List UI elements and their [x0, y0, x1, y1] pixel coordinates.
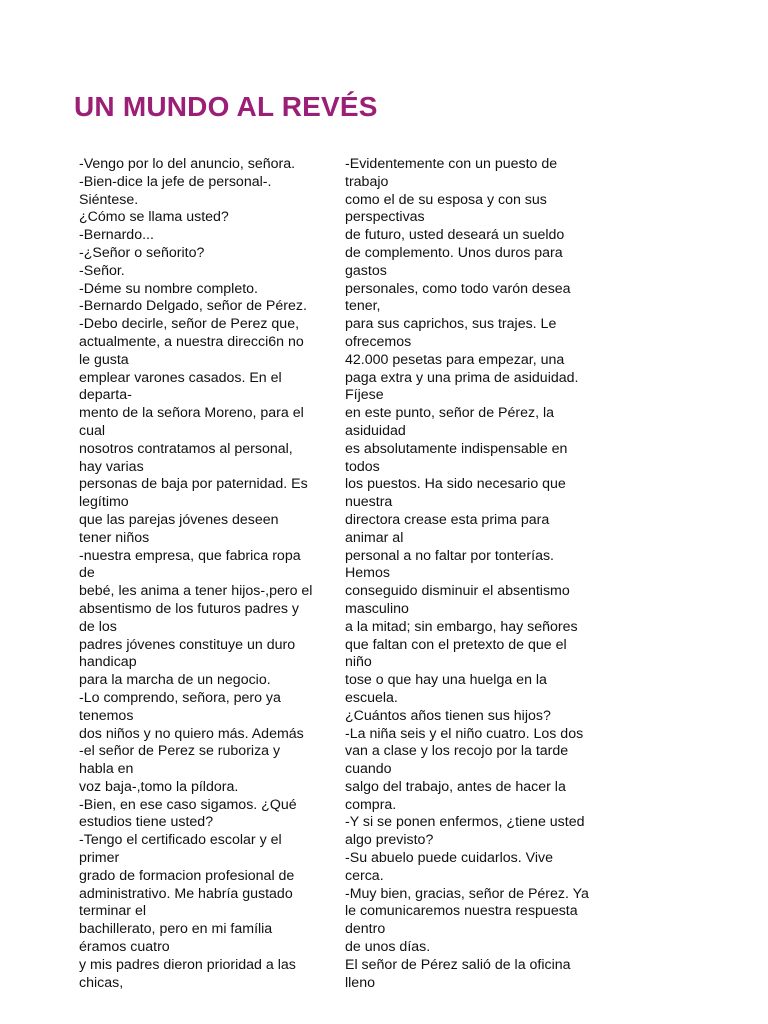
text-line: legítimo — [79, 494, 129, 511]
text-line: -Vengo por lo del anuncio, señora. — [79, 156, 296, 172]
text-line: de futuro, usted deseará un sueldo — [345, 227, 565, 244]
text-line: tener, — [345, 298, 381, 315]
text-line: hay varias — [79, 458, 144, 475]
text-line: primer — [79, 850, 120, 867]
text-line: personales, como todo varón desea — [345, 280, 571, 297]
text-line: para sus caprichos, sus trajes. Le — [345, 316, 557, 333]
text-line: habla en — [79, 761, 134, 778]
text-line: cual — [79, 422, 106, 439]
text-line: nosotros contratamos al personal, — [79, 440, 293, 457]
text-line: -La niña seis y el niño cuatro. Los dos — [345, 725, 584, 742]
text-line: y mis padres dieron prioridad a las — [79, 956, 296, 973]
text-line: departa- — [79, 387, 132, 404]
text-line: -Y si se ponen enfermos, ¿tiene usted — [345, 814, 585, 831]
text-line: tenemos — [79, 707, 134, 724]
text-line: absentismo de los futuros padres y — [79, 600, 300, 617]
text-line: -Bien-dice la jefe de personal-. — [79, 173, 272, 190]
text-line: emplear varones casados. En el — [79, 369, 282, 386]
text-line: para la marcha de un negocio. — [79, 672, 271, 689]
text-line: masculino — [345, 600, 409, 617]
text-line: escuela. — [345, 689, 398, 706]
text-line: en este punto, señor de Pérez, la — [345, 405, 555, 422]
text-line: -Bernardo Delgado, señor de Pérez. — [79, 298, 307, 315]
text-line: éramos cuatro — [79, 939, 170, 956]
text-line: -Bien, en ese caso sigamos. ¿Qué — [79, 796, 297, 813]
text-line: -Bernardo... — [79, 227, 154, 244]
text-line: le comunicaremos nuestra respuesta — [345, 903, 578, 920]
text-line: ofrecemos — [345, 333, 412, 350]
text-line: -Evidentemente con un puesto de — [345, 156, 558, 172]
text-line: dentro — [345, 921, 386, 938]
text-line: de unos días. — [345, 939, 431, 956]
text-line: terminar el — [79, 903, 147, 920]
text-line: niño — [345, 654, 372, 671]
text-line: nuestra — [345, 494, 393, 511]
text-line: cerca. — [345, 867, 384, 884]
text-line: padres jóvenes constituye un duro — [79, 636, 296, 653]
document-title: UN MUNDO AL REVÉS — [74, 91, 378, 122]
text-line: estudios tiene usted? — [79, 814, 214, 831]
text-line: bebé, les anima a tener hijos-,pero el — [79, 583, 313, 600]
text-line: handicap — [79, 654, 137, 671]
text-line: -nuestra empresa, que fabrica ropa — [79, 547, 301, 564]
text-line: asiduidad — [345, 422, 406, 439]
text-line: personas de baja por paternidad. Es — [79, 476, 308, 493]
text-line: directora crease esta prima para — [345, 511, 550, 528]
left-text-column — [79, 156, 339, 992]
text-line: salgo del trabajo, antes de hacer la — [345, 778, 566, 795]
text-line: bachillerato, pero en mi família — [79, 921, 273, 938]
text-line: van a clase y los recojo por la tarde — [345, 743, 569, 760]
text-line: que faltan con el pretexto de que el — [345, 636, 567, 653]
text-line: paga extra y una prima de asiduidad. — [345, 369, 579, 386]
text-line: mento de la señora Moreno, para el — [79, 405, 304, 422]
text-line: tener niños — [79, 529, 150, 546]
text-line: algo previsto? — [345, 832, 434, 849]
text-line: actualmente, a nuestra direcci6n no — [79, 333, 304, 350]
text-line: -Su abuelo puede cuidarlos. Vive — [345, 850, 553, 867]
text-line: -Déme su nombre completo. — [79, 280, 258, 297]
text-line: trabajo — [345, 173, 389, 190]
text-line: Hemos — [345, 565, 390, 582]
text-line: compra. — [345, 796, 397, 813]
text-line: administrativo. Me habría gustado — [79, 885, 293, 902]
text-line: -¿Señor o señorito? — [79, 244, 205, 261]
text-line: conseguido disminuir el absentismo — [345, 583, 570, 600]
text-line: es absolutamente indispensable en — [345, 440, 568, 457]
text-line: todos — [345, 458, 380, 475]
text-line: dos niños y no quiero más. Además — [79, 725, 304, 742]
text-line: como el de su esposa y con sus — [345, 191, 547, 208]
text-line: de complemento. Unos duros para — [345, 244, 563, 261]
text-line: ¿Cuántos años tienen sus hijos? — [345, 707, 551, 724]
text-line: que las parejas jóvenes deseen — [79, 511, 279, 528]
text-line: personal a no faltar por tonterías. — [345, 547, 554, 564]
text-line: de — [79, 565, 95, 582]
right-text-column — [345, 156, 620, 992]
text-line: -el señor de Perez se ruboriza y — [79, 743, 281, 760]
text-line: cuando — [345, 761, 392, 778]
text-line: tose o que hay una huelga en la — [345, 672, 547, 689]
text-line: grado de formacion profesional de — [79, 867, 295, 884]
text-line: Fíjese — [345, 387, 384, 404]
text-line: -Señor. — [79, 262, 125, 279]
text-line: los puestos. Ha sido necesario que — [345, 476, 566, 493]
text-line: le gusta — [79, 351, 129, 368]
text-line: -Debo decirle, señor de Perez que, — [79, 316, 300, 333]
text-line: -Lo comprendo, señora, pero ya — [79, 689, 281, 706]
text-line: -Tengo el certificado escolar y el — [79, 832, 282, 849]
text-line: voz baja-,tomo la píldora. — [79, 778, 239, 795]
text-line: chicas, — [79, 974, 124, 991]
text-line: de los — [79, 618, 117, 635]
text-line: lleno — [345, 974, 375, 991]
text-line: a la mitad; sin embargo, hay señores — [345, 618, 578, 635]
text-line: animar al — [345, 529, 404, 546]
text-line: 42.000 pesetas para empezar, una — [345, 351, 565, 368]
text-line: ¿Cómo se llama usted? — [79, 209, 229, 226]
text-line: El señor de Pérez salió de la oficina — [345, 956, 571, 973]
text-line: -Muy bien, gracias, señor de Pérez. Ya — [345, 885, 589, 902]
text-line: Siéntese. — [79, 191, 139, 208]
text-line: perspectivas — [345, 209, 425, 226]
text-line: gastos — [345, 262, 387, 279]
